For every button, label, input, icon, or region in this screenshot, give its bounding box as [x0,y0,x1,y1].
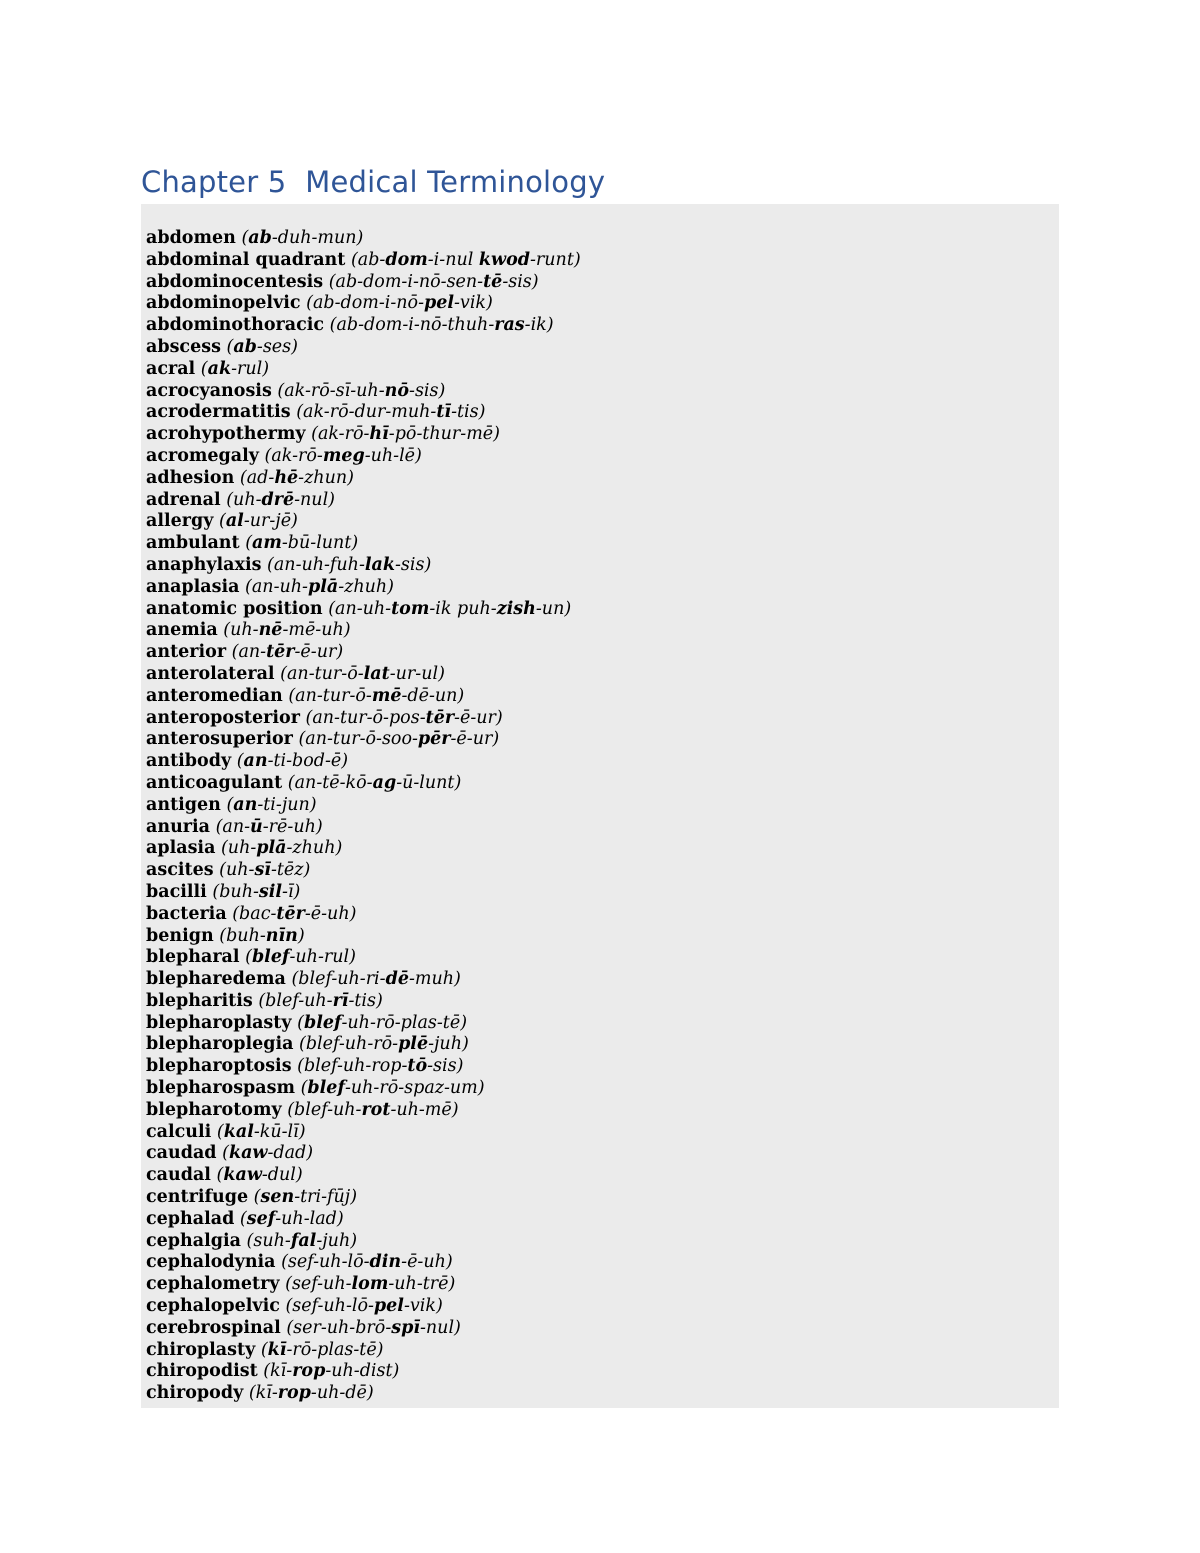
term-pronunciation: (sef-uh-lad) [239,1208,344,1229]
stressed-syllable: pel [373,1296,404,1317]
term-pronunciation: (kī-rop-uh-dē) [248,1383,374,1404]
term-entry [146,904,581,926]
stressed-syllable: ab [248,228,272,248]
stressed-syllable: rop [292,1361,326,1382]
term-pronunciation: (buh-sil-ī) [212,881,301,902]
stressed-syllable: sef [246,1208,276,1229]
term-word: abdominal quadrant [146,249,346,270]
term-pronunciation: (kī-rō-plas-tē) [260,1339,384,1360]
term-word: chiropodist [146,1361,258,1382]
term-word: blepharoplasty [146,1012,292,1033]
term-entry [146,926,581,948]
term-entry [146,1034,581,1056]
term-word: allergy [146,511,214,532]
term-word: caudad [146,1143,217,1164]
term-entry [146,620,581,642]
term-entry [146,250,581,272]
term-entry [146,1361,581,1383]
term-word: calculi [146,1121,212,1142]
term-word: abdominothoracic [146,315,325,336]
term-entry [146,1078,581,1100]
term-word: aplasia [146,838,216,859]
term-word: cephalad [146,1208,235,1229]
term-entry [146,1252,581,1274]
stressed-syllable: tēr [276,903,305,924]
term-pronunciation: (an-uh-fuh-lak-sis) [267,554,432,575]
term-word: cerebrospinal [146,1317,281,1338]
term-pronunciation: (buh-nīn) [219,925,305,946]
chapter-label: Chapter 5 [141,165,287,199]
term-word: abdomen [146,228,236,248]
term-entry [146,1383,581,1405]
term-word: anemia [146,620,218,641]
term-entry [146,1143,581,1165]
stressed-syllable: hī [369,424,389,445]
term-pronunciation: (an-uh-plā-zhuh) [245,576,394,597]
term-pronunciation: (blef-uh-ri-dē-muh) [291,969,461,990]
stressed-syllable: sī [254,860,271,881]
term-entry [146,599,581,621]
term-pronunciation: (uh-drē-nul) [226,489,335,510]
term-word: anteromedian [146,685,283,706]
stressed-syllable: ras [494,315,525,336]
term-entry [146,686,581,708]
term-entry [146,1122,581,1144]
term-entry [146,381,581,403]
term-pronunciation: (sen-tri-fūj) [253,1187,358,1208]
term-pronunciation: (ad-hē-zhun) [239,467,354,488]
term-entry [146,359,581,381]
stressed-syllable: nō [384,380,410,401]
term-word: chiroplasty [146,1339,256,1360]
term-word: bacilli [146,881,207,902]
stressed-syllable: plā [256,838,287,859]
term-entry [146,555,581,577]
term-entry [146,1274,581,1296]
term-entry [146,337,581,359]
stressed-syllable: drē [261,489,295,510]
stressed-syllable: mē [371,685,402,706]
stressed-syllable: plā [307,576,339,597]
term-entry [146,1100,581,1122]
stressed-syllable: blef [251,947,290,968]
stressed-syllable: spī [391,1317,420,1338]
term-pronunciation: (blef-uh-rop-tō-sis) [297,1056,464,1077]
stressed-syllable: plē [398,1034,429,1055]
term-word: anatomic position [146,598,323,619]
term-pronunciation: (sef-uh-lō-pel-vik) [285,1296,443,1317]
chapter-title: Medical Terminology [305,165,606,199]
term-pronunciation: (ak-rō-meg-uh-lē) [264,445,422,466]
stressed-syllable: dom [385,249,428,270]
term-entry [146,1296,581,1318]
term-word: centrifuge [146,1187,249,1208]
term-pronunciation: (ab-duh-mun) [241,228,364,248]
stressed-syllable: rop [277,1383,311,1404]
term-pronunciation: (blef-uh-rot-uh-mē) [287,1099,459,1120]
term-pronunciation: (an-tē-kō-ag-ū-lunt) [287,772,462,793]
stressed-syllable: blef [303,1012,342,1033]
term-word: blepharitis [146,990,253,1011]
stressed-syllable: rī [332,990,349,1011]
term-pronunciation: (sef-uh-lom-uh-trē) [285,1274,456,1295]
term-pronunciation: (ab-ses) [226,336,298,357]
term-pronunciation: (blef-uh-rō-plē-juh) [299,1034,469,1055]
term-entry [146,446,581,468]
term-word: anaplasia [146,576,240,597]
term-word: adhesion [146,467,235,488]
term-word: cephalopelvic [146,1296,280,1317]
term-pronunciation: (sef-uh-lō-din-ē-uh) [281,1252,453,1273]
term-entry [146,751,581,773]
term-word: anterosuperior [146,729,293,750]
term-word: caudal [146,1165,211,1186]
term-word: blepharedema [146,969,286,990]
term-word: anterior [146,642,227,663]
term-word: abscess [146,336,221,357]
term-entry [146,1056,581,1078]
page-title [141,162,605,202]
term-pronunciation: (an-tēr-ē-ur) [231,642,344,663]
term-entry [146,795,581,817]
stressed-syllable: tī [436,402,452,423]
term-word: blepharospasm [146,1078,296,1099]
stressed-syllable: kaw [223,1165,262,1186]
term-entry [146,1209,581,1231]
term-word: ambulant [146,533,240,554]
term-entry [146,664,581,686]
term-word: abdominocentesis [146,271,324,292]
term-entry [146,817,581,839]
term-pronunciation: (kī-rop-uh-dist) [263,1361,400,1382]
term-word: cephalgia [146,1230,241,1251]
term-word: anaphylaxis [146,554,262,575]
term-word: blepharoptosis [146,1056,292,1077]
term-pronunciation: (ab-dom-i-nō-pel-vik) [306,293,493,314]
term-pronunciation: (ak-rō-dur-muh-tī-tis) [296,402,486,423]
term-entry [146,577,581,599]
term-word: acral [146,358,196,379]
term-pronunciation: (kaw-dul) [216,1165,303,1186]
stressed-syllable: kī [267,1339,287,1360]
terms-list [146,228,581,1405]
term-pronunciation: (an-ū-rē-uh) [215,816,323,837]
term-entry [146,1318,581,1340]
term-pronunciation: (blef-uh-rō-plas-tē) [297,1012,468,1033]
stressed-syllable: tē [483,271,503,292]
term-word: chiropody [146,1383,244,1404]
term-word: antibody [146,751,232,772]
term-word: abdominopelvic [146,293,301,314]
term-pronunciation: (suh-fal-juh) [246,1230,358,1251]
term-word: blepharotomy [146,1099,282,1120]
term-entry [146,729,581,751]
stressed-syllable: pel [423,293,455,314]
stressed-syllable: pēr [417,729,451,750]
term-pronunciation: (ab-dom-i-nō-thuh-ras-ik) [329,315,554,336]
term-pronunciation: (an-tur-ō-lat-ur-ul) [280,663,445,684]
term-pronunciation: (kaw-dad) [222,1143,314,1164]
term-entry [146,293,581,315]
term-entry [146,642,581,664]
term-entry [146,882,581,904]
stressed-syllable: zish [496,598,536,619]
term-entry [146,1165,581,1187]
stressed-syllable: tēr [266,642,295,663]
stressed-syllable: al [225,511,244,532]
term-entry [146,991,581,1013]
term-word: acrohypothermy [146,424,306,445]
term-pronunciation: (an-ti-bod-ē) [236,751,349,772]
stressed-syllable: an [243,751,268,772]
term-entry [146,511,581,533]
term-entry [146,1013,581,1035]
stressed-syllable: ag [372,772,397,793]
term-entry [146,402,581,424]
term-entry [146,1231,581,1253]
term-entry [146,1187,581,1209]
term-pronunciation: (an-tur-ō-soo-pēr-ē-ur) [298,729,500,750]
term-entry [146,533,581,555]
term-word: acrodermatitis [146,402,291,423]
stressed-syllable: sil [258,881,283,902]
stressed-syllable: nīn [265,925,298,946]
term-word: anterolateral [146,663,275,684]
term-word: acrocyanosis [146,380,272,401]
term-pronunciation: (ser-uh-brō-spī-nul) [286,1317,461,1338]
term-pronunciation: (uh-sī-tēz) [219,860,311,881]
stressed-syllable: am [252,533,282,554]
term-entry [146,272,581,294]
term-pronunciation: (ab-dom-i-nul kwod-runt) [350,249,581,270]
term-pronunciation: (bac-tēr-ē-uh) [232,903,357,924]
stressed-syllable: fal [290,1230,317,1251]
term-entry [146,838,581,860]
term-pronunciation: (an-tur-ō-mē-dē-un) [288,685,465,706]
stressed-syllable: kal [223,1121,254,1142]
stressed-syllable: sen [260,1187,295,1208]
term-entry [146,969,581,991]
term-pronunciation: (ak-rul) [200,358,270,379]
term-word: acromegaly [146,445,259,466]
term-word: benign [146,925,214,946]
stressed-syllable: kwod [478,249,530,270]
stressed-syllable: dē [385,969,409,990]
stressed-syllable: lat [363,663,390,684]
term-entry [146,860,581,882]
stressed-syllable: rot [361,1099,391,1120]
term-entry [146,468,581,490]
term-entry [146,1340,581,1362]
term-pronunciation: (ab-dom-i-nō-sen-tē-sis) [328,271,539,292]
term-pronunciation: (am-bū-lunt) [245,533,359,554]
term-pronunciation: (an-ti-jun) [226,794,317,815]
stressed-syllable: lak [364,554,395,575]
stressed-syllable: hē [274,467,299,488]
term-word: blepharal [146,947,240,968]
stressed-syllable: tēr [425,707,455,728]
term-pronunciation: (blef-uh-rī-tis) [258,990,383,1011]
stressed-syllable: lom [351,1274,389,1295]
term-word: anticoagulant [146,772,283,793]
term-word: anteroposterior [146,707,300,728]
stressed-syllable: an [233,794,258,815]
term-word: cephalometry [146,1274,280,1295]
stressed-syllable: tō [407,1056,428,1077]
term-word: cephalodynia [146,1252,276,1273]
term-entry [146,490,581,512]
term-pronunciation: (blef-uh-rō-spaz-um) [300,1078,485,1099]
term-word: ascites [146,860,214,881]
stressed-syllable: din [369,1252,402,1273]
term-word: blepharoplegia [146,1034,294,1055]
term-pronunciation: (ak-rō-sī-uh-nō-sis) [277,380,446,401]
term-word: adrenal [146,489,221,510]
term-pronunciation: (ak-rō-hī-pō-thur-mē) [311,424,500,445]
stressed-syllable: kaw [228,1143,268,1164]
stressed-syllable: ū [250,816,263,837]
term-pronunciation: (blef-uh-rul) [245,947,356,968]
term-entry [146,773,581,795]
term-entry [146,315,581,337]
term-pronunciation: (uh-nē-mē-uh) [223,620,351,641]
term-pronunciation: (an-uh-tom-ik puh-zish-un) [328,598,572,619]
term-pronunciation: (al-ur-jē) [218,511,298,532]
term-entry [146,708,581,730]
term-pronunciation: (an-tur-ō-pos-tēr-ē-ur) [305,707,503,728]
term-entry [146,424,581,446]
stressed-syllable: ab [233,336,257,357]
term-entry [146,228,581,250]
stressed-syllable: tom [391,598,430,619]
term-entry [146,947,581,969]
term-word: anuria [146,816,210,837]
stressed-syllable: ak [207,358,232,379]
stressed-syllable: meg [322,445,365,466]
term-word: antigen [146,794,221,815]
term-word: bacteria [146,903,227,924]
stressed-syllable: blef [307,1078,345,1099]
term-pronunciation: (uh-plā-zhuh) [220,838,343,859]
term-pronunciation: (kal-kū-lī) [216,1121,306,1142]
stressed-syllable: nē [258,620,283,641]
